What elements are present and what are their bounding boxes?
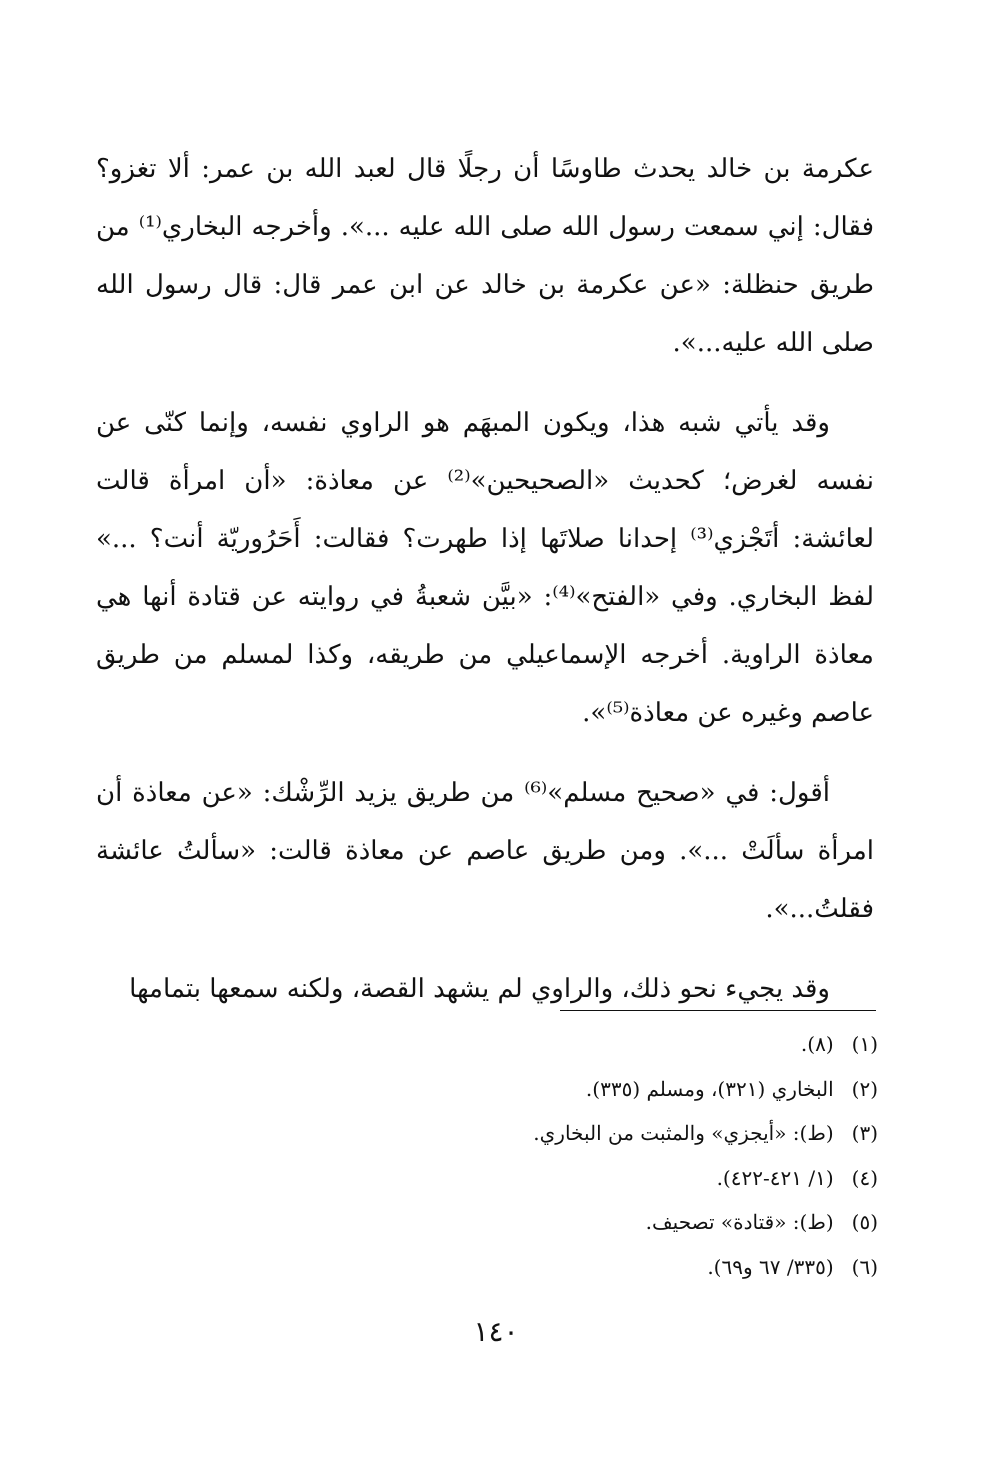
footnote-item bbox=[300, 1245, 878, 1290]
main-text bbox=[96, 140, 874, 1018]
footnote-number: (١) bbox=[851, 1032, 878, 1056]
footnote-separator bbox=[560, 1010, 876, 1011]
footnote-number: (٥) bbox=[851, 1210, 878, 1234]
footnote-text: البخاري (٣٢١)، ومسلم (٣٣٥). bbox=[585, 1076, 834, 1101]
footnote-number: (٢) bbox=[851, 1076, 878, 1101]
footnote-text: (ط): «قتادة» تصحيف. bbox=[645, 1210, 834, 1234]
footnote-number: (٦) bbox=[851, 1254, 878, 1279]
footnote-text: (٨). bbox=[800, 1032, 834, 1056]
footnote-item bbox=[300, 1156, 878, 1201]
footnote-item bbox=[300, 1067, 878, 1112]
paragraph-2: وقد يأتي شبه هذا، ويكون المبهَم هو الراوي نفسه، وإنما كنّى عن نفسه لغرض؛ كحديث «الصحيحين»⁽²⁾ عن معاذة: «أن امرأة قالت لعائشة: أتَجْزي⁽³⁾ إحدانا صلاتَها إذا طهرت؟ فقالت: أَحَرُوريّة أنت؟ ...» لفظ البخاري. وفي «الفتح»⁽⁴⁾: «بيَّن شعبةُ في روايته عن قتادة أنها هي معاذة الراوية. أخرجه الإسماعيلي من طريقه، وكذا لمسلم من طريق عاصم وغيره عن معاذة⁽⁵⁾». bbox=[96, 408, 874, 728]
paragraph-1: عكرمة بن خالد يحدث طاوسًا أن رجلًا قال لعبد الله بن عمر: ألا تغزو؟ فقال: إني سمعت رسول الله صلى الله عليه ...». وأخرجه البخاري⁽¹⁾ من طريق حنظلة: «عن عكرمة بن خالد عن ابن عمر قال: قال رسول الله صلى الله عليه...». bbox=[96, 154, 874, 358]
footnote-item bbox=[300, 1200, 878, 1245]
footnote-number: (٣) bbox=[851, 1121, 878, 1145]
footnote-item bbox=[300, 1111, 878, 1156]
footnote-number: (٤) bbox=[851, 1165, 878, 1190]
footnotes bbox=[300, 1022, 878, 1289]
footnote-text: (٣٣٥/ ٦٧ و٦٩). bbox=[707, 1254, 834, 1279]
paragraph-4: وقد يجيء نحو ذلك، والراوي لم يشهد القصة، ولكنه سمعها بتمامها bbox=[129, 974, 830, 1004]
page-number: ١٤٠ bbox=[473, 1315, 519, 1348]
paragraph-3: أقول: في «صحيح مسلم»⁽⁶⁾ من طريق يزيد الرِّشْك: «عن معاذة أن امرأة سألَتْ ...». ومن طريق عاصم عن معاذة قالت: «سألتُ عائشة فقلتُ...». bbox=[96, 778, 874, 924]
footnote-text: (١/ ٤٢١-٤٢٢). bbox=[716, 1165, 834, 1190]
footnote-text: (ط): «أيجزي» والمثبت من البخاري. bbox=[533, 1121, 834, 1145]
footnote-item bbox=[300, 1022, 878, 1067]
